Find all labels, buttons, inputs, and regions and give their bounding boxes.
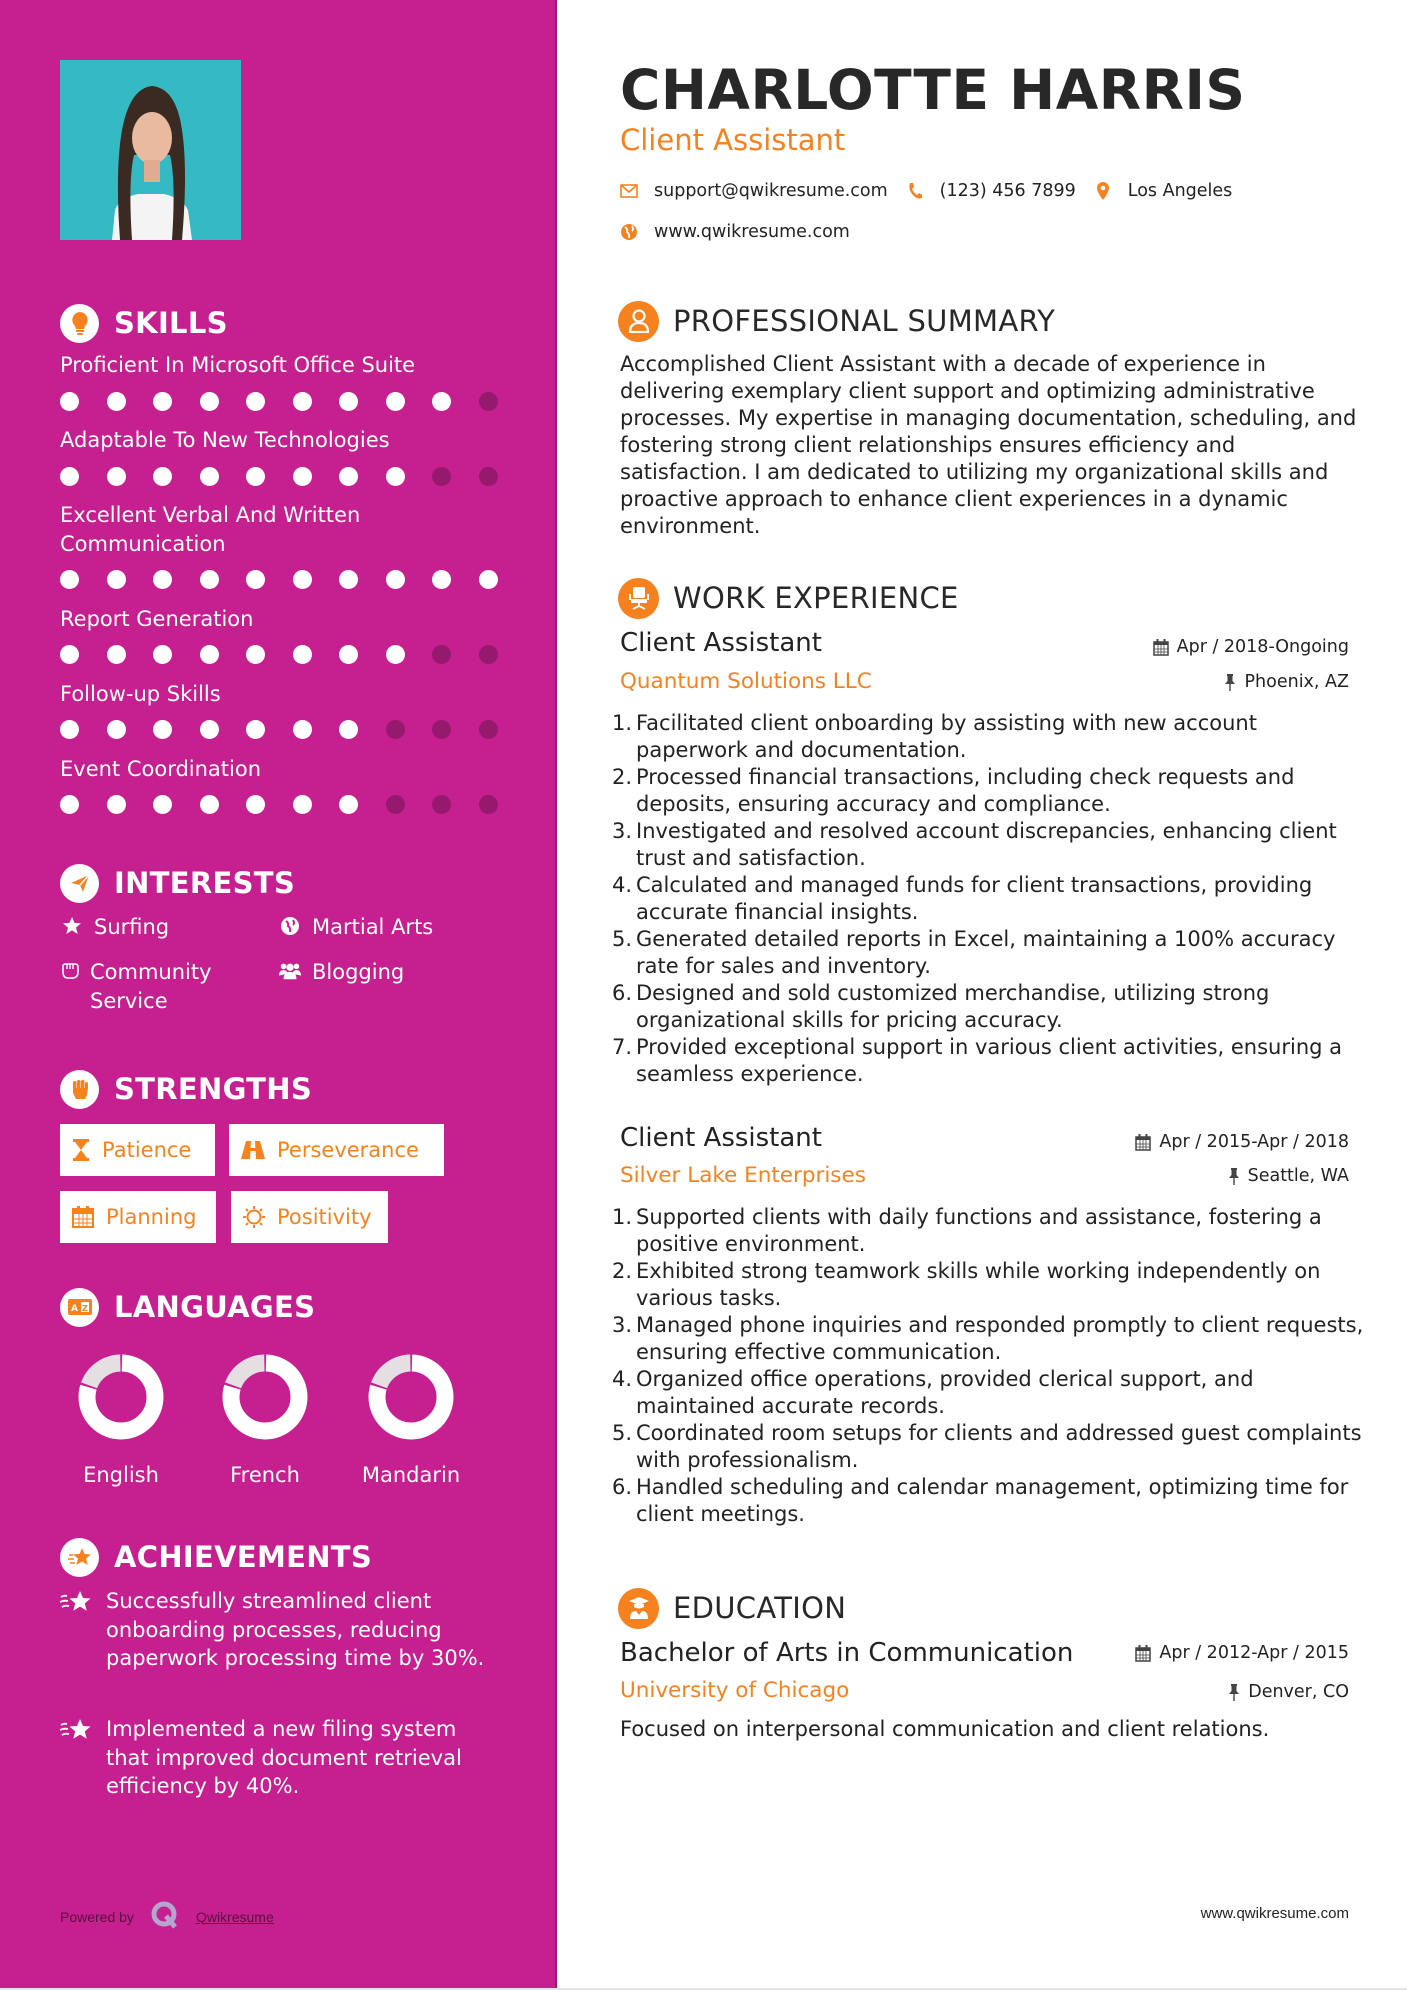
list-item: 5. Generated detailed reports in Excel, maintaining a 100% accuracy rate for sales and inventory.: [612, 927, 1336, 978]
rating-dot-filled: [60, 570, 79, 589]
rating-dot-filled: [153, 392, 172, 411]
interest-item: Community Service: [60, 958, 250, 1016]
achievement-item: Implemented a new filing system that improved document retrieval efficiency by 40%.: [60, 1715, 500, 1801]
rating-dot-empty: [479, 720, 498, 739]
skills-heading: SKILLS: [60, 303, 228, 343]
candidate-title: Client Assistant: [620, 123, 846, 157]
languages-heading: A Z LANGUAGES: [60, 1287, 315, 1327]
rating-dot-filled: [386, 392, 405, 411]
interest-item: Blogging: [278, 958, 404, 987]
education-description: Focused on interpersonal communication and client relations.: [620, 1717, 1270, 1741]
website-text[interactable]: www.qwikresume.com: [654, 222, 850, 242]
rating-dot-empty: [432, 795, 451, 814]
sun-icon: [243, 1206, 265, 1228]
rating-dot-filled: [153, 720, 172, 739]
user-icon: [618, 301, 659, 342]
hourglass-icon: [72, 1139, 90, 1161]
translate-icon: [60, 1288, 99, 1327]
language-item: Mandarin: [351, 1354, 471, 1487]
globe-icon: [620, 223, 638, 241]
job-company: Silver Lake Enterprises: [620, 1163, 866, 1188]
calendar-icon: [72, 1206, 94, 1228]
powered-by: Powered by Qwikresume: [60, 1900, 274, 1933]
email-text[interactable]: support@qwikresume.com: [654, 181, 888, 201]
rating-dot-filled: [200, 720, 219, 739]
education-heading: EDUCATION: [618, 1587, 846, 1629]
rating-dot-filled: [293, 467, 312, 486]
rating-dot-empty: [386, 720, 405, 739]
list-item: 6. Designed and sold customized merchandise, utilizing strong organizational skills for pricing accuracy.: [612, 981, 1270, 1032]
rating-dot-filled: [107, 467, 126, 486]
rating-dot-filled: [246, 392, 265, 411]
interest-item: Martial Arts: [278, 913, 433, 942]
job-location: Phoenix, AZ: [1224, 672, 1349, 692]
list-item: 3. Investigated and resolved account discrepancies, enhancing client trust and satisfaction.: [612, 819, 1337, 870]
candidate-name: CHARLOTTE HARRIS: [620, 58, 1246, 122]
road-icon: [241, 1141, 265, 1159]
rating-dot-filled: [60, 795, 79, 814]
graduate-icon: [618, 1588, 659, 1629]
list-item: 3. Managed phone inquiries and responded promptly to client requests, ensuring effective communication.: [612, 1313, 1364, 1364]
svg-text:A: A: [70, 1304, 78, 1314]
education-dates: Apr / 2012-Apr / 2015: [1135, 1643, 1349, 1663]
rating-dot-filled: [60, 467, 79, 486]
skill-label: Event Coordination: [60, 757, 262, 781]
rating-dot-filled: [200, 570, 219, 589]
fist-icon: [60, 961, 80, 981]
rating-dot-filled: [246, 570, 265, 589]
job-title: Client Assistant: [620, 1123, 822, 1153]
summary-text: Accomplished Client Assistant with a decade of experience in delivering exemplary client support and optimizing administrative processes. My expertise in managing documentation, scheduling, and fostering strong client relationships ensures efficiency and satisfaction. I am dedicated to utilizing my organizational skills and proactive approach to enhance client experiences in a dynamic environment.: [620, 352, 1357, 538]
rating-dot-filled: [293, 720, 312, 739]
trophy-star-icon: [60, 1538, 99, 1577]
rating-dot-filled: [339, 467, 358, 486]
qwikresume-link[interactable]: Qwikresume: [195, 1908, 274, 1925]
rating-dot-filled: [339, 645, 358, 664]
skill-rating: [60, 645, 525, 665]
profile-photo: [60, 60, 241, 240]
school-name: University of Chicago: [620, 1678, 850, 1703]
calendar-icon: [1153, 639, 1169, 656]
contact-row: [620, 222, 850, 242]
rating-dot-filled: [246, 467, 265, 486]
skill-label: Adaptable To New Technologies: [60, 428, 390, 452]
rating-dot-filled: [107, 392, 126, 411]
language-donut: [351, 1354, 471, 1440]
skill-rating: [60, 720, 525, 740]
star-icon: [60, 916, 84, 936]
rating-dot-empty: [432, 467, 451, 486]
list-item: 1. Facilitated client onboarding by assisting with new account paperwork and documentation.: [612, 711, 1257, 762]
calendar-icon: [1135, 1134, 1151, 1151]
rating-dot-filled: [153, 795, 172, 814]
job-bullets: [612, 710, 1364, 1088]
strength-chip: Patience: [60, 1124, 215, 1176]
office-chair-icon: [618, 578, 659, 619]
rating-dot-empty: [479, 392, 498, 411]
paper-plane-icon: [60, 864, 99, 903]
rating-dot-filled: [60, 392, 79, 411]
skill-label: Proficient In Microsoft Office Suite: [60, 353, 416, 377]
rating-dot-filled: [107, 795, 126, 814]
footer-website[interactable]: www.qwikresume.com: [1200, 1905, 1349, 1922]
rating-dot-filled: [200, 645, 219, 664]
strength-chip: Perseverance: [229, 1124, 444, 1176]
list-item: 4. Calculated and managed funds for client transactions, providing accurate financial insights.: [612, 873, 1313, 924]
rating-dot-filled: [60, 720, 79, 739]
svg-text:Z: Z: [81, 1304, 88, 1313]
raised-fist-icon: [60, 1070, 99, 1109]
rating-dot-filled: [200, 795, 219, 814]
job-bullets: [612, 1204, 1364, 1528]
rating-dot-filled: [386, 570, 405, 589]
pushpin-icon: [1228, 1684, 1240, 1701]
interest-item: Surfing: [60, 913, 169, 942]
rating-dot-filled: [153, 570, 172, 589]
rating-dot-filled: [246, 645, 265, 664]
language-item: English: [61, 1354, 181, 1487]
users-icon: [278, 961, 302, 981]
skill-rating: [60, 795, 525, 815]
skill-label: Follow-up Skills: [60, 682, 221, 706]
rating-dot-empty: [479, 795, 498, 814]
rating-dot-filled: [339, 570, 358, 589]
rating-dot-filled: [153, 645, 172, 664]
rating-dot-filled: [107, 720, 126, 739]
globe-icon: [278, 916, 302, 936]
phone-icon: [906, 182, 924, 200]
summary-heading: PROFESSIONAL SUMMARY: [618, 300, 1055, 342]
list-item: 7. Provided exceptional support in various client activities, ensuring a seamless experience.: [612, 1035, 1343, 1086]
skill-label: Excellent Verbal And Written Communication: [60, 503, 361, 556]
rating-dot-filled: [200, 392, 219, 411]
degree-title: Bachelor of Arts in Communication: [620, 1638, 1074, 1668]
map-pin-icon: [1094, 181, 1112, 201]
rating-dot-filled: [246, 795, 265, 814]
rating-dot-empty: [432, 645, 451, 664]
rating-dot-filled: [200, 467, 219, 486]
shooting-star-icon: [60, 1589, 94, 1673]
job-location: Seattle, WA: [1228, 1166, 1349, 1186]
language-donut: [61, 1354, 181, 1440]
rating-dot-filled: [293, 795, 312, 814]
strength-chip: Positivity: [231, 1191, 388, 1243]
location-text: Los Angeles: [1127, 181, 1233, 201]
contact-row: [620, 181, 1232, 201]
rating-dot-filled: [107, 570, 126, 589]
rating-dot-filled: [293, 392, 312, 411]
job-dates: Apr / 2015-Apr / 2018: [1135, 1132, 1349, 1152]
sidebar: [0, 0, 557, 1988]
sidebar-divider: [555, 0, 557, 1988]
email-icon: [620, 184, 638, 198]
rating-dot-filled: [432, 570, 451, 589]
rating-dot-filled: [293, 570, 312, 589]
achievements-heading: ACHIEVEMENTS: [60, 1537, 372, 1577]
list-item: 4. Organized office operations, provided clerical support, and maintained accurate records.: [612, 1367, 1254, 1418]
rating-dot-filled: [386, 645, 405, 664]
achievement-item: Successfully streamlined client onboarding processes, reducing paperwork processing time by 30%.: [60, 1587, 500, 1673]
calendar-icon: [1135, 1645, 1151, 1662]
language-donut: [205, 1354, 325, 1440]
education-location: Denver, CO: [1228, 1682, 1349, 1702]
rating-dot-filled: [479, 570, 498, 589]
job-company: Quantum Solutions LLC: [620, 669, 872, 694]
rating-dot-empty: [432, 720, 451, 739]
rating-dot-empty: [386, 795, 405, 814]
pushpin-icon: [1224, 674, 1236, 691]
list-item: 6. Handled scheduling and calendar management, optimizing time for client meetings.: [612, 1475, 1349, 1526]
qwikresume-logo-icon: [150, 1900, 180, 1933]
rating-dot-filled: [386, 467, 405, 486]
phone-text: (123) 456 7899: [939, 181, 1076, 201]
skill-rating: [60, 392, 525, 412]
list-item: 5. Coordinated room setups for clients and addressed guest complaints with professionalism.: [612, 1421, 1362, 1472]
list-item: 2. Exhibited strong teamwork skills while working independently on various tasks.: [612, 1259, 1321, 1310]
list-item: 2. Processed financial transactions, including check requests and deposits, ensuring accuracy and compliance.: [612, 765, 1295, 816]
job-title: Client Assistant: [620, 628, 822, 658]
rating-dot-filled: [246, 720, 265, 739]
rating-dot-filled: [107, 645, 126, 664]
experience-heading: WORK EXPERIENCE: [618, 577, 959, 619]
rating-dot-filled: [339, 795, 358, 814]
rating-dot-filled: [339, 720, 358, 739]
rating-dot-filled: [339, 392, 358, 411]
language-item: French: [205, 1354, 325, 1487]
strength-chip: Planning: [60, 1191, 216, 1243]
rating-dot-filled: [432, 392, 451, 411]
lightbulb-icon: [60, 304, 99, 343]
rating-dot-empty: [479, 645, 498, 664]
pushpin-icon: [1228, 1168, 1240, 1185]
interests-heading: INTERESTS: [60, 863, 295, 903]
rating-dot-filled: [153, 467, 172, 486]
job-dates: Apr / 2018-Ongoing: [1153, 637, 1349, 657]
shooting-star-icon: [60, 1717, 94, 1801]
skill-rating: [60, 570, 525, 590]
rating-dot-filled: [60, 645, 79, 664]
rating-dot-empty: [479, 467, 498, 486]
list-item: 1. Supported clients with daily functions and assistance, fostering a positive environment.: [612, 1205, 1322, 1256]
skill-rating: [60, 467, 525, 487]
rating-dot-filled: [293, 645, 312, 664]
strengths-heading: STRENGTHS: [60, 1069, 312, 1109]
skill-label: Report Generation: [60, 607, 254, 631]
